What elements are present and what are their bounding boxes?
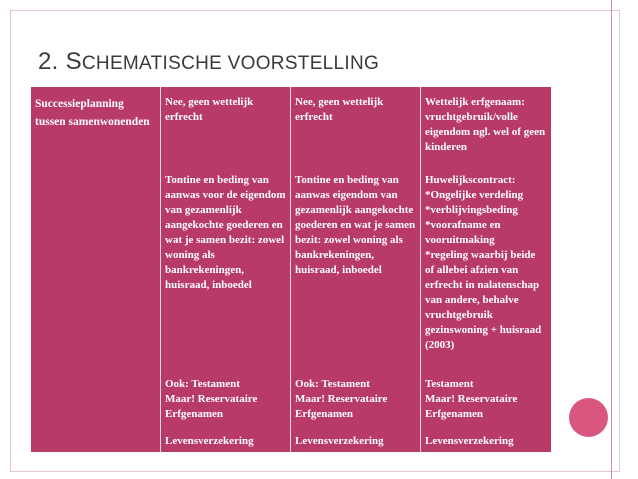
col2-bottom-text: Ook: Testament Maar! Reservataire Erfgenamen: [295, 378, 388, 420]
col2-top-text: Nee, geen wettelijk erfrecht: [295, 96, 384, 123]
col3-bottom-text: Testament Maar! Reservataire Erfgenamen: [425, 378, 518, 420]
col1-bottom-text: Ook: Testament Maar! Reservataire Erfgenamen: [165, 378, 258, 420]
slide-title: [38, 48, 379, 76]
slide-edge-line: [611, 0, 612, 479]
col3-top-text: Wettelijk erfgenaam: vruchtgebruik/volle eigendom ngl. wel of geen kinderen: [425, 96, 546, 153]
col3-middle-text: Huwelijkscontract: *Ongelijke verdeling *verblijvingsbeding *voorafname en vooruitmaking *regeling waarbij beide of allebei afzien van erfrecht in nalatenschap van andere, behalve vruchtgebruik gezinswoning + huisraad (2003): [425, 174, 542, 351]
col1-middle-text: Tontine en beding van aanwas voor de eigendom van gezamenlijk aangekochte goederen en wat je samen bezit: zowel woning als bankrekeningen, huisraad, inboedel: [165, 174, 286, 291]
col2-middle-text: Tontine en beding van aanwas eigendom van gezamenlijk aangekochte goederen en wat je samen bezit: zowel woning als bankrekeningen, huisraad, inboedel: [295, 174, 416, 276]
title-initial: 2. S: [38, 48, 82, 75]
row-header-cell: [31, 87, 161, 452]
column-cell-2: [291, 87, 421, 452]
schema-table: [31, 87, 551, 452]
column-cell-1: [161, 87, 291, 452]
col1-footer-text: Levensverzekering: [165, 435, 254, 447]
col3-footer-text: Levensverzekering: [425, 435, 514, 447]
column-cell-3: [421, 87, 551, 452]
col2-footer-text: Levensverzekering: [295, 435, 384, 447]
row-header-text: Successieplanning tussen samenwonenden: [35, 98, 150, 128]
decorative-circle: [569, 398, 608, 437]
col1-top-text: Nee, geen wettelijk erfrecht: [165, 96, 254, 123]
title-rest: CHEMATISCHE VOORSTELLING: [81, 53, 380, 74]
